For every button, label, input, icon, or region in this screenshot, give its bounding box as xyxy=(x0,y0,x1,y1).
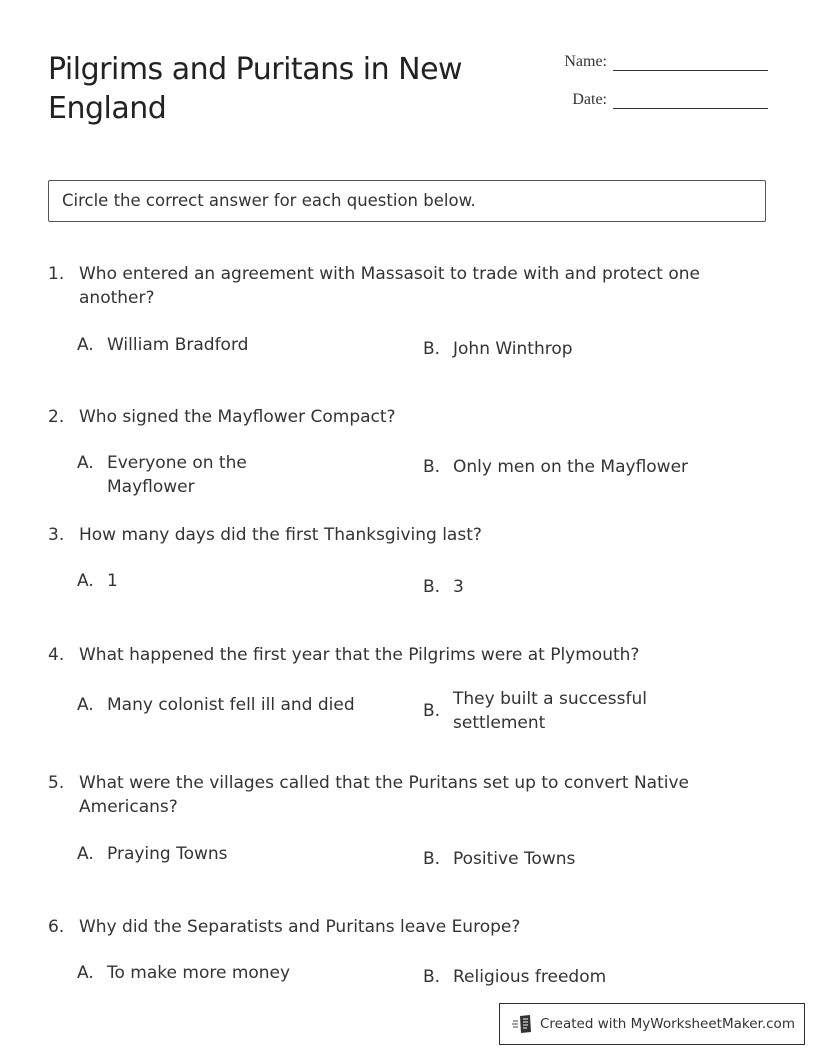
name-line[interactable] xyxy=(613,52,768,71)
option-a[interactable] xyxy=(77,569,332,593)
question-number: 2. xyxy=(48,407,65,427)
option-letter: A. xyxy=(77,963,94,983)
option-letter: B. xyxy=(423,457,441,477)
option-b[interactable] xyxy=(423,575,678,599)
question-number: 4. xyxy=(48,645,65,665)
option-letter: B. xyxy=(423,849,441,869)
footer-text: Created with MyWorksheetMaker.com xyxy=(540,1016,795,1032)
date-label: Date: xyxy=(572,91,607,108)
option-a[interactable] xyxy=(77,333,332,357)
option-text: William Bradford xyxy=(107,335,249,355)
option-text: Only men on the Mayflower xyxy=(453,457,689,477)
option-a[interactable] xyxy=(77,693,407,717)
date-field xyxy=(572,90,768,109)
worksheet-logo-icon xyxy=(512,1014,534,1034)
question xyxy=(48,523,768,547)
question-text: Who signed the Mayflower Compact? xyxy=(79,407,396,427)
question-number: 5. xyxy=(48,773,65,793)
option-b[interactable] xyxy=(423,687,668,735)
name-field xyxy=(564,52,768,71)
question-text: What happened the first year that the Pilgrims were at Plymouth? xyxy=(79,645,640,665)
question xyxy=(48,262,768,310)
question-text: How many days did the first Thanksgiving last? xyxy=(79,525,482,545)
option-text: To make more money xyxy=(107,963,291,983)
question xyxy=(48,643,768,667)
option-text: They built a successful settlement xyxy=(453,689,647,733)
page-title: Pilgrims and Puritans in New England xyxy=(48,52,463,126)
option-text: Religious freedom xyxy=(453,967,607,987)
option-b[interactable] xyxy=(423,847,678,871)
question xyxy=(48,771,768,819)
question-number: 3. xyxy=(48,525,65,545)
option-text: Positive Towns xyxy=(453,849,576,869)
footer-badge[interactable] xyxy=(499,1003,805,1045)
option-letter: B. xyxy=(423,701,441,721)
option-letter: A. xyxy=(77,844,94,864)
option-text: Praying Towns xyxy=(107,844,228,864)
option-letter: A. xyxy=(77,571,94,591)
option-text: 1 xyxy=(107,571,118,591)
option-text: 3 xyxy=(453,577,464,597)
option-text: Everyone on the Mayflower xyxy=(107,453,247,497)
question xyxy=(48,405,768,429)
question-text: Who entered an agreement with Massasoit to trade with and protect one another? xyxy=(79,264,700,308)
option-b[interactable] xyxy=(423,337,678,361)
option-a[interactable] xyxy=(77,451,332,499)
option-b[interactable] xyxy=(423,455,753,479)
name-label: Name: xyxy=(564,53,607,70)
option-letter: B. xyxy=(423,967,441,987)
date-line[interactable] xyxy=(613,90,768,109)
question xyxy=(48,915,768,939)
option-text: Many colonist fell ill and died xyxy=(107,695,355,715)
option-letter: B. xyxy=(423,339,441,359)
option-a[interactable] xyxy=(77,961,332,985)
question-text: Why did the Separatists and Puritans leave Europe? xyxy=(79,917,521,937)
option-letter: B. xyxy=(423,577,441,597)
question-number: 1. xyxy=(48,264,65,284)
option-letter: A. xyxy=(77,695,94,715)
question-number: 6. xyxy=(48,917,65,937)
option-text: John Winthrop xyxy=(453,339,573,359)
option-b[interactable] xyxy=(423,965,678,989)
option-a[interactable] xyxy=(77,842,332,866)
option-letter: A. xyxy=(77,335,94,355)
option-letter: A. xyxy=(77,453,94,473)
instructions-box: Circle the correct answer for each question below. xyxy=(48,180,766,222)
question-text: What were the villages called that the Puritans set up to convert Native Americans? xyxy=(79,773,689,817)
